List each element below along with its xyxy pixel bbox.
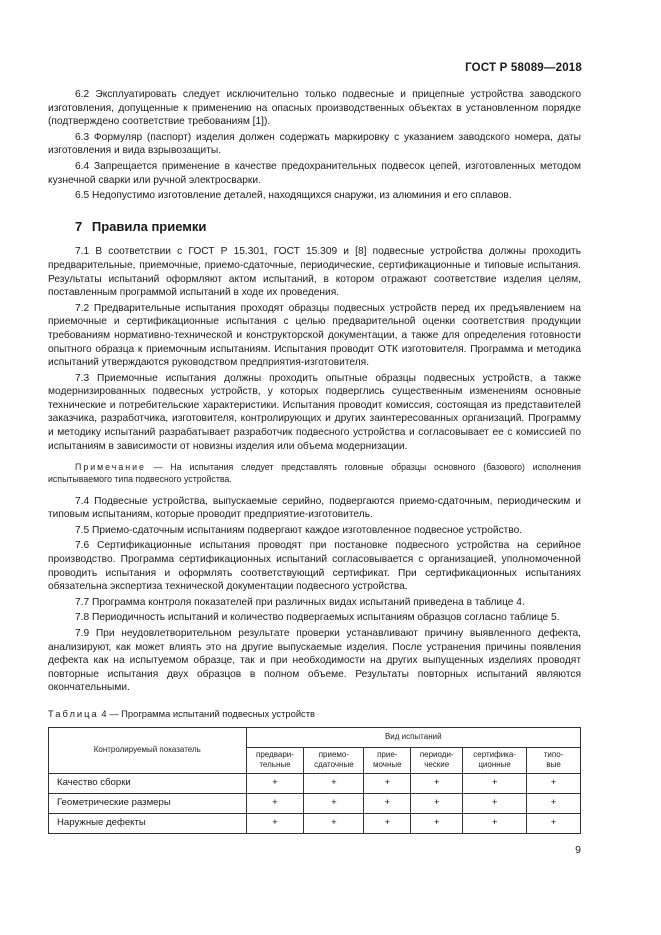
section-7-heading — [75, 220, 581, 234]
column-header: типо- вые — [527, 747, 581, 773]
table-cell: + — [364, 773, 411, 793]
row-label: Геометрические размеры — [49, 793, 247, 813]
paragraph-6-3: 6.3 Формуляр (паспорт) изделия должен содержать маркировку с указанием заводского номера, даты изготовления и вида взрывозащиты. — [48, 131, 581, 157]
table-caption-text: 4 — Программа испытаний подвесных устройств — [98, 707, 316, 719]
section-title: Правила приемки — [91, 218, 207, 234]
row-label: Наружные дефекты — [49, 813, 247, 833]
column-header: прие- мочные — [364, 747, 411, 773]
table-cell: + — [304, 813, 364, 833]
table-cell: + — [463, 793, 527, 813]
table-cell: + — [364, 793, 411, 813]
paragraph-7-1: 7.1 В соответствии с ГОСТ Р 15.301, ГОСТ 15.309 и [8] подвесные устройства должны проходить предварительные, приемочные, приемо-сдаточные, периодические, сертификационные и типовые испытания. Результаты испытаний оформляют актом испытаний, в котором отражают соответствие изделия целям, поставленным программой испытаний в ходе их проведения. — [48, 246, 581, 299]
table-cell: + — [246, 793, 304, 813]
note — [48, 461, 581, 485]
section-number: 7 — [75, 218, 83, 234]
paragraph-6-5: 6.5 Недопустимо изготовление деталей, находящихся снаружи, из алюминия и его сплавов. — [75, 190, 512, 202]
row-label: Качество сборки — [49, 773, 247, 793]
table-caption — [48, 707, 581, 721]
paragraph-7-6: 7.6 Сертификационные испытания проводят при постановке подвесного устройства на серийное производство. Программа сертификационных испытаний согласовывается с организацией, уполномоченной проводить испытания и оформлять соответствующий сертификат. При сертификационных испытаниях обязательна экспертиза технической документации подвесного устройства. — [48, 540, 581, 593]
paragraph-7-8: 7.8 Периодичность испытаний и количество подвергаемых испытаниям образцов согласно таблице 5. — [75, 612, 560, 624]
table-row — [49, 813, 581, 833]
paragraph-7-2: 7.2 Предварительные испытания проходят образцы подвесных устройств перед их предъявлением на приемочные и сертификационные испытания с целью предварительной оценки соответствия продукции требованиям нормативно-технической и конструкторской документации, а также для определения готовности опытного образца к приемочным испытаниям. Испытания проводит ОТК изготовителя. Программа и методика испытаний утверждаются руководством предприятия-изготовителя. — [48, 302, 581, 369]
standard-header: ГОСТ Р 58089—2018 — [465, 62, 582, 74]
column-header: приемо- сдаточные — [304, 747, 364, 773]
paragraph-6-4: 6.4 Запрещается применение в качестве предохранительных подвесок цепей, изготовленных методом кузнечной сварки или ручной электросварки. — [48, 160, 581, 186]
table-cell: + — [527, 813, 581, 833]
column-header: периоди- ческие — [411, 747, 463, 773]
note-label: Примечание — [75, 462, 146, 473]
column-header: сертифика- ционные — [463, 747, 527, 773]
column-header: предвари- тельные — [246, 747, 304, 773]
group-header-cell — [246, 727, 580, 747]
table-cell: + — [527, 773, 581, 793]
table-cell: + — [527, 793, 581, 813]
paragraph-7-4: 7.4 Подвесные устройства, выпускаемые серийно, подвергаются приемо-сдаточным, периодическим и типовым испытаниям, которые проводит предприятие-изготовитель. — [48, 495, 581, 521]
row-header-cell — [49, 727, 247, 773]
paragraph-7-7: 7.7 Программа контроля показателей при различных видах испытаний приведена в таблице 4. — [75, 596, 525, 608]
table-cell: + — [304, 773, 364, 793]
table-cell: + — [246, 813, 304, 833]
group-header: Вид испытаний — [384, 732, 442, 742]
table-caption-label: Таблица — [48, 707, 99, 719]
note-text: — На испытания следует представлять головные образцы основного (базового) исполнения испытываемого типа подвесного устройства. — [48, 462, 581, 485]
page-number: 9 — [575, 844, 581, 856]
tests-program-table — [48, 727, 581, 834]
table-cell: + — [411, 773, 463, 793]
table-cell: + — [463, 773, 527, 793]
table-cell: + — [304, 793, 364, 813]
paragraph-7-9: 7.9 При неудовлетворительном результате проверки устанавливают причину выявленного дефекта, анализируют, как может влиять это на другие выпускаемые изделия. После устранения причины появления дефекта как на испытуемом образце, так и при необходимости на других выпущенных изделиях проводят повторные испытания двух образцов в полном объеме. Результаты повторных испытаний являются окончательными. — [48, 628, 581, 694]
table-cell: + — [463, 813, 527, 833]
page-content — [48, 88, 581, 834]
table-cell: + — [246, 773, 304, 793]
table-cell: + — [411, 793, 463, 813]
row-header: Контролируемый показатель — [93, 745, 201, 755]
paragraph-7-3: 7.3 Приемочные испытания должны проходить опытные образцы подвесных устройств, а также модернизированных подвесных устройств, у которых подверглись существенным изменениям основные технические и потребительские характеристики. Испытания проводит комиссия, состоящая из представителей заказчика, разработчика, изготовителя, контролирующих и других заинтересованных организаций. Программу и методику испытаний разрабатывает разработчик подвесного устройства и согласовывает ее с комиссией по испытаниям в зависимости от новизны изделия или объема модернизации. — [48, 372, 581, 452]
table-cell: + — [364, 813, 411, 833]
paragraph-6-2: 6.2 Эксплуатировать следует исключительно только подвесные и прицепные устройства заводского изготовления, допущенные к применению на опасных производственных объектах в установленном порядке (подтверждено соответствие требованиям [1]). — [48, 89, 581, 128]
table-cell: + — [411, 813, 463, 833]
table-row — [49, 793, 581, 813]
paragraph-7-5: 7.5 Приемо-сдаточным испытаниям подвергают каждое изготовленное подвесное устройство. — [75, 524, 523, 536]
table-row — [49, 773, 581, 793]
